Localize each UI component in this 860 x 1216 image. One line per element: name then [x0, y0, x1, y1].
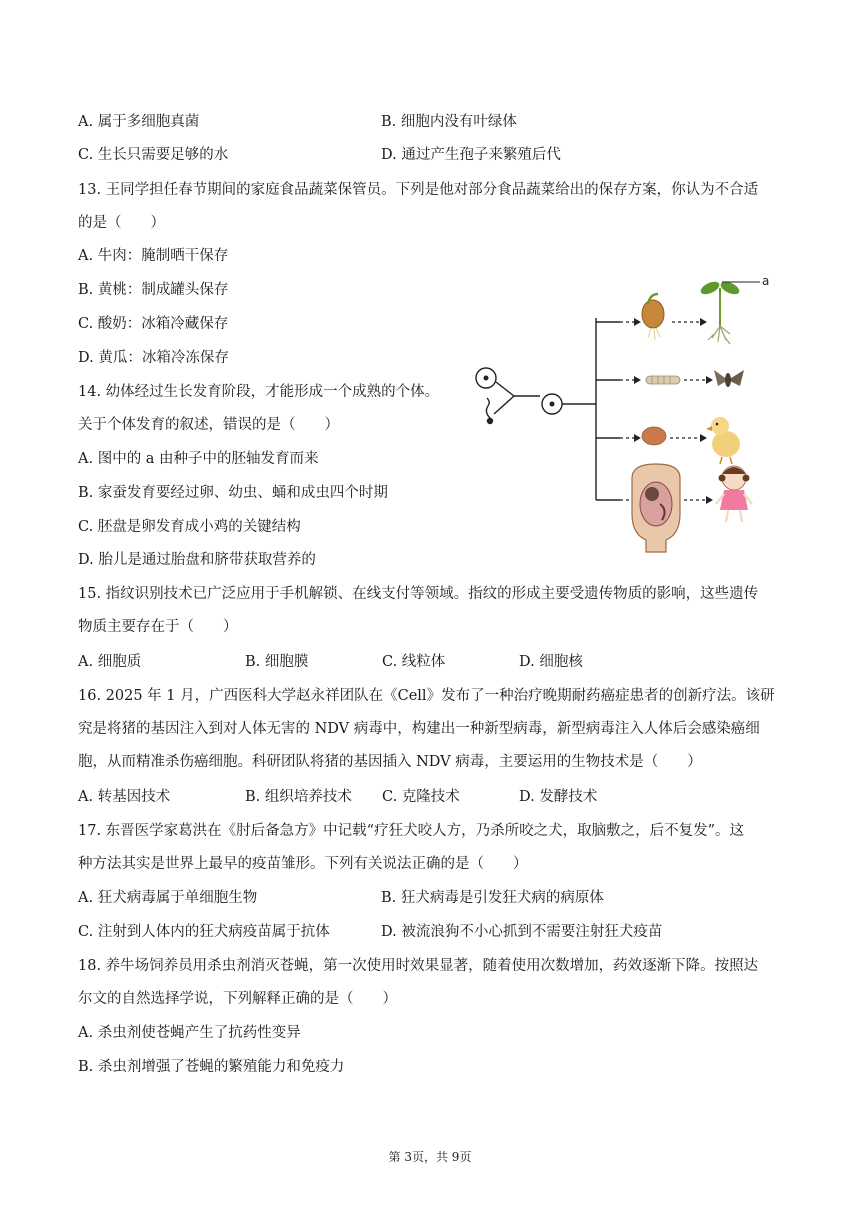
q14-option-c: C. 胚盘是卵发育成小鸡的关键结构: [78, 519, 301, 535]
q12-option-b: B. 细胞内没有叶绿体: [381, 114, 517, 130]
q12-option-d: D. 通过产生孢子来繁殖后代: [381, 147, 561, 163]
egg-icon: [642, 427, 666, 445]
q14-stem-line1: 14. 幼体经过生长发育阶段，才能形成一个成熟的个体。: [78, 384, 440, 400]
q13-option-a: A. 牛肉：腌制晒干保存: [78, 248, 229, 264]
q14-option-b: B. 家蚕发育要经过卵、幼虫、蛹和成虫四个时期: [78, 485, 388, 501]
q17-stem-line1: 17. 东晋医学家葛洪在《肘后备急方》中记载“疗狂犬咬人方，乃杀所咬之犬，取脑敷之，后不复发”。这: [78, 823, 744, 839]
q17-stem-line2: 种方法其实是世界上最早的疫苗雏形。下列有关说法正确的是（ ）: [78, 856, 528, 872]
seed-icon: [642, 294, 664, 340]
q15-option-c: C. 线粒体: [382, 654, 446, 670]
zygote-icon: [542, 394, 596, 414]
q13-option-d: D. 黄瓜：冰箱冷冻保存: [78, 350, 229, 366]
silkworm-larva-icon: [646, 376, 680, 384]
q15-stem-line1: 15. 指纹识别技术已广泛应用于手机解锁、在线支付等领域。指纹的形成主要受遗传物质的影响，这些遗传: [78, 586, 759, 602]
q13-option-c: C. 酸奶：冰箱冷藏保存: [78, 316, 229, 332]
q18-option-b: B. 杀虫剂增强了苍蝇的繁殖能力和免疫力: [78, 1059, 345, 1075]
sperm-egg-icon: [476, 368, 540, 424]
page-footer: 第 3页，共 9页: [388, 1150, 472, 1164]
q16-stem-line3: 胞，从而精准杀伤癌细胞。科研团队将猪的基因插入 NDV 病毒，主要运用的生物技术是（ ）: [78, 754, 702, 770]
moth-icon: [714, 370, 744, 387]
q14-option-a: A. 图中的 a 由种子中的胚轴发育而来: [78, 451, 319, 467]
q17-option-a: A. 狂犬病毒属于单细胞生物: [78, 890, 258, 906]
q13-stem-line1: 13. 王同学担任春节期间的家庭食品蔬菜保管员。下列是他对部分食品蔬菜给出的保存方案，你认为不合适: [78, 182, 759, 198]
q18-stem-line2: 尔文的自然选择学说，下列解释正确的是（ ）: [78, 991, 397, 1007]
q17-option-c: C. 注射到人体内的狂犬病疫苗属于抗体: [78, 924, 330, 940]
q18-option-a: A. 杀虫剂使苍蝇产生了抗药性变异: [78, 1025, 301, 1041]
q15-option-d: D. 细胞核: [519, 654, 583, 670]
q18-stem-line1: 18. 养牛场饲养员用杀虫剂消灭苍蝇，第一次使用时效果显著，随着使用次数增加，药效逐渐下降。按照达: [78, 958, 759, 974]
q12-option-c: C. 生长只需要足够的水: [78, 147, 229, 163]
q16-stem-line2: 究是将猪的基因注入到对人体无害的 NDV 病毒中，构建出一种新型病毒，新型病毒注入人体后会感染癌细: [78, 721, 760, 737]
q16-option-c: C. 克隆技术: [382, 789, 460, 805]
child-icon: [716, 466, 752, 522]
q12-option-a: A. 属于多细胞真菌: [78, 114, 200, 130]
q14-option-d: D. 胎儿是通过胎盘和脐带获取营养的: [78, 552, 316, 568]
figure-label-a: a: [762, 274, 770, 288]
q14-stem-line2: 关于个体发育的叙述，错误的是（ ）: [78, 417, 339, 433]
q15-option-b: B. 细胞膜: [245, 654, 309, 670]
seedling-icon: [699, 279, 760, 344]
q17-option-b: B. 狂犬病毒是引发狂犬病的病原体: [381, 890, 604, 906]
q13-stem-line2: 的是（ ）: [78, 215, 165, 231]
q17-option-d: D. 被流浪狗不小心抓到不需要注射狂犬疫苗: [381, 924, 663, 940]
q16-stem-line1: 16. 2025 年 1 月，广西医科大学赵永祥团队在《Cell》发布了一种治疗晚期耐药癌症患者的创新疗法。该研: [78, 688, 775, 704]
chick-icon: [706, 417, 740, 464]
q15-stem-line2: 物质主要存在于（ ）: [78, 619, 238, 635]
q13-option-b: B. 黄桃：制成罐头保存: [78, 282, 229, 298]
q16-option-a: A. 转基因技术: [78, 789, 171, 805]
q16-option-d: D. 发酵技术: [519, 789, 598, 805]
development-diagram: [470, 268, 780, 554]
q15-option-a: A. 细胞质: [78, 654, 142, 670]
q16-option-b: B. 组织培养技术: [245, 789, 352, 805]
fetus-in-uterus-icon: [632, 464, 680, 552]
